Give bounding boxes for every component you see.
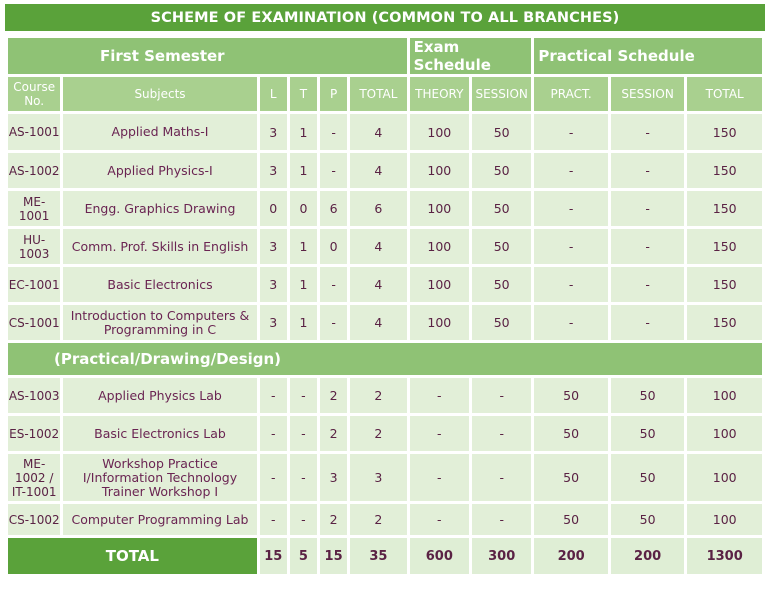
total-marks: 100 — [687, 454, 762, 501]
pract-marks: - — [534, 305, 607, 340]
tutorial-hours: 1 — [290, 153, 317, 188]
pract-marks: 50 — [534, 504, 607, 535]
hours-total: 2 — [350, 416, 406, 451]
pract-session-marks: - — [611, 153, 684, 188]
table-row — [8, 305, 762, 340]
pract-session-marks: 50 — [611, 504, 684, 535]
subject-name: Comm. Prof. Skills in English — [63, 229, 256, 264]
subject-name: Workshop Practice I/Information Technology Trainer Workshop I — [63, 454, 256, 501]
practical-hours: - — [320, 114, 347, 150]
pract-session-marks: - — [611, 229, 684, 264]
course-code: AS-1003 — [8, 378, 60, 413]
theory-marks: 100 — [410, 191, 469, 226]
pract-session-marks: 50 — [611, 378, 684, 413]
pract-marks: - — [534, 153, 607, 188]
tutorial-hours: - — [290, 504, 317, 535]
total-marks: 150 — [687, 305, 762, 340]
course-code: AS-1002 — [8, 153, 60, 188]
pract-session-marks: - — [611, 191, 684, 226]
hours-total: 4 — [350, 114, 406, 150]
col-t: T — [290, 77, 317, 111]
scheme-table — [5, 35, 765, 577]
session-marks: - — [472, 416, 531, 451]
col-grand-total: TOTAL — [687, 77, 762, 111]
tutorial-hours: - — [290, 416, 317, 451]
hours-total: 4 — [350, 305, 406, 340]
theory-marks: - — [410, 454, 469, 501]
table-row — [8, 504, 762, 535]
session-marks: 50 — [472, 229, 531, 264]
hours-total: 4 — [350, 267, 406, 302]
pract-marks: - — [534, 267, 607, 302]
practical-schedule-heading: Practical Schedule — [534, 38, 762, 74]
theory-marks: - — [410, 416, 469, 451]
col-p: P — [320, 77, 347, 111]
session-marks: - — [472, 454, 531, 501]
practical-hours: - — [320, 305, 347, 340]
total-marks: 150 — [687, 267, 762, 302]
grand-total-marks: 1300 — [687, 538, 762, 574]
exam-schedule-heading: Exam Schedule — [410, 38, 532, 74]
session-marks: 50 — [472, 153, 531, 188]
hours-total: 2 — [350, 504, 406, 535]
lecture-hours: - — [260, 454, 287, 501]
semester-heading: First Semester — [8, 38, 407, 74]
practical-hours: 0 — [320, 229, 347, 264]
pract-marks: 50 — [534, 416, 607, 451]
total-pract-session-marks: 200 — [611, 538, 684, 574]
tutorial-hours: - — [290, 454, 317, 501]
col-pract: PRACT. — [534, 77, 607, 111]
total-theory-marks: 600 — [410, 538, 469, 574]
hours-total: 4 — [350, 153, 406, 188]
pract-marks: - — [534, 191, 607, 226]
theory-marks: 100 — [410, 114, 469, 150]
lecture-hours: - — [260, 378, 287, 413]
practical-hours: 2 — [320, 416, 347, 451]
subject-name: Computer Programming Lab — [63, 504, 256, 535]
hours-total: 6 — [350, 191, 406, 226]
course-code: AS-1001 — [8, 114, 60, 150]
theory-marks: - — [410, 504, 469, 535]
header-band — [8, 38, 762, 74]
pract-marks: 50 — [534, 378, 607, 413]
session-marks: 50 — [472, 305, 531, 340]
total-marks: 100 — [687, 504, 762, 535]
col-course-no: Course No. — [8, 77, 60, 111]
tutorial-hours: - — [290, 378, 317, 413]
session-marks: - — [472, 378, 531, 413]
col-theory: THEORY — [410, 77, 469, 111]
total-lecture-hours: 15 — [260, 538, 287, 574]
totals-label: TOTAL — [8, 538, 257, 574]
course-code: ME-1002 / IT-1001 — [8, 454, 60, 501]
lecture-hours: 3 — [260, 267, 287, 302]
practical-hours: - — [320, 153, 347, 188]
practical-hours: 3 — [320, 454, 347, 501]
tutorial-hours: 0 — [290, 191, 317, 226]
pract-session-marks: 50 — [611, 416, 684, 451]
session-marks: 50 — [472, 114, 531, 150]
total-marks: 100 — [687, 378, 762, 413]
totals-row — [8, 538, 762, 574]
table-row — [8, 454, 762, 501]
total-hours: 35 — [350, 538, 406, 574]
pract-session-marks: - — [611, 305, 684, 340]
subject-name: Introduction to Computers & Programming in C — [63, 305, 256, 340]
subject-name: Basic Electronics Lab — [63, 416, 256, 451]
table-row — [8, 191, 762, 226]
theory-marks: 100 — [410, 305, 469, 340]
total-session-marks: 300 — [472, 538, 531, 574]
lecture-hours: 0 — [260, 191, 287, 226]
course-code: ME-1001 — [8, 191, 60, 226]
practical-section-heading: (Practical/Drawing/Design) — [8, 343, 762, 375]
total-marks: 150 — [687, 191, 762, 226]
course-code: CS-1002 — [8, 504, 60, 535]
session-marks: 50 — [472, 191, 531, 226]
subject-name: Applied Physics-I — [63, 153, 256, 188]
theory-marks: - — [410, 378, 469, 413]
total-pract-marks: 200 — [534, 538, 607, 574]
col-total: TOTAL — [350, 77, 406, 111]
pract-session-marks: 50 — [611, 454, 684, 501]
theory-marks: 100 — [410, 267, 469, 302]
pract-session-marks: - — [611, 267, 684, 302]
total-practical-hours: 15 — [320, 538, 347, 574]
column-headers — [8, 77, 762, 111]
course-code: CS-1001 — [8, 305, 60, 340]
practical-hours: 2 — [320, 378, 347, 413]
total-marks: 150 — [687, 229, 762, 264]
lecture-hours: 3 — [260, 229, 287, 264]
theory-marks: 100 — [410, 153, 469, 188]
session-marks: - — [472, 504, 531, 535]
col-l: L — [260, 77, 287, 111]
table-row — [8, 229, 762, 264]
tutorial-hours: 1 — [290, 267, 317, 302]
subject-name: Applied Maths-I — [63, 114, 256, 150]
page-title: SCHEME OF EXAMINATION (COMMON TO ALL BRANCHES) — [5, 4, 765, 31]
total-tutorial-hours: 5 — [290, 538, 317, 574]
theory-marks: 100 — [410, 229, 469, 264]
lecture-hours: - — [260, 504, 287, 535]
hours-total: 4 — [350, 229, 406, 264]
total-marks: 150 — [687, 114, 762, 150]
col-session: SESSION — [472, 77, 531, 111]
lecture-hours: 3 — [260, 305, 287, 340]
lecture-hours: 3 — [260, 153, 287, 188]
table-row — [8, 114, 762, 150]
subject-name: Engg. Graphics Drawing — [63, 191, 256, 226]
table-row — [8, 153, 762, 188]
lecture-hours: 3 — [260, 114, 287, 150]
pract-session-marks: - — [611, 114, 684, 150]
practical-hours: 6 — [320, 191, 347, 226]
table-row — [8, 378, 762, 413]
course-code: HU-1003 — [8, 229, 60, 264]
course-code: ES-1002 — [8, 416, 60, 451]
session-marks: 50 — [472, 267, 531, 302]
table-row — [8, 416, 762, 451]
subject-name: Basic Electronics — [63, 267, 256, 302]
table-row — [8, 267, 762, 302]
pract-marks: - — [534, 114, 607, 150]
pract-marks: 50 — [534, 454, 607, 501]
course-code: EC-1001 — [8, 267, 60, 302]
pract-marks: - — [534, 229, 607, 264]
col-pract-session: SESSION — [611, 77, 684, 111]
col-subjects: Subjects — [63, 77, 256, 111]
hours-total: 2 — [350, 378, 406, 413]
practical-hours: - — [320, 267, 347, 302]
total-marks: 100 — [687, 416, 762, 451]
practical-section-row — [8, 343, 762, 375]
tutorial-hours: 1 — [290, 305, 317, 340]
subject-name: Applied Physics Lab — [63, 378, 256, 413]
hours-total: 3 — [350, 454, 406, 501]
tutorial-hours: 1 — [290, 229, 317, 264]
total-marks: 150 — [687, 153, 762, 188]
tutorial-hours: 1 — [290, 114, 317, 150]
practical-hours: 2 — [320, 504, 347, 535]
lecture-hours: - — [260, 416, 287, 451]
